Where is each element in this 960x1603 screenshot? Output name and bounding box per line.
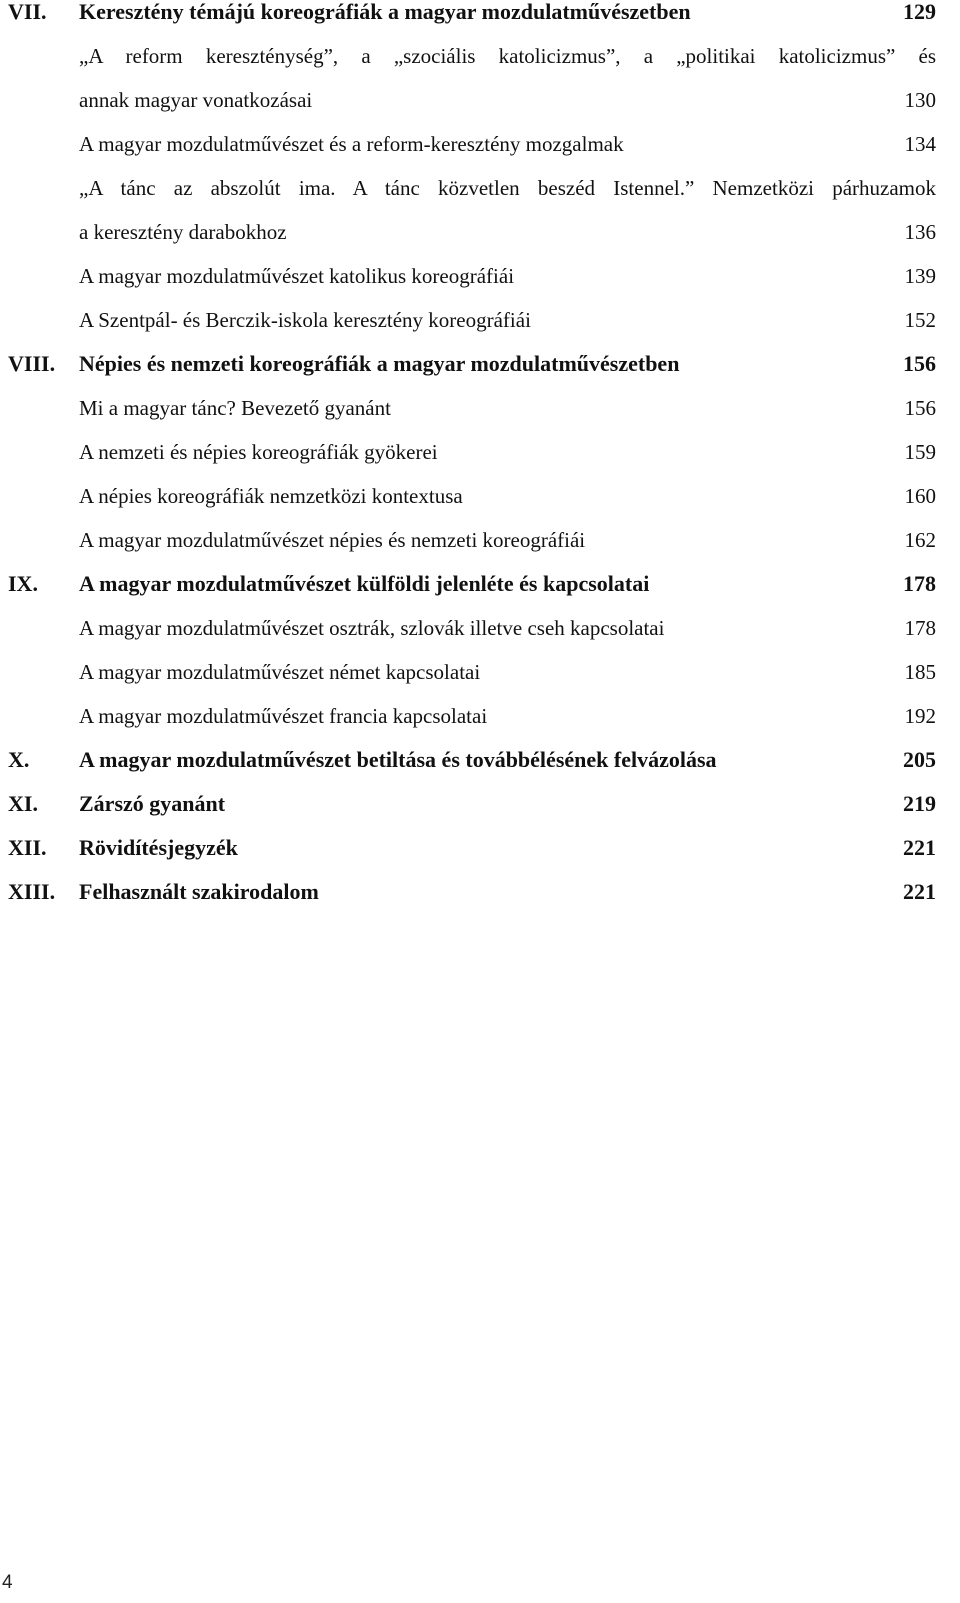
chapter-title: Felhasznált szakirodalom [79, 879, 319, 904]
section-page: 134 [904, 132, 936, 156]
toc-chapter-row [8, 572, 936, 616]
toc-section-line [8, 44, 936, 88]
section-title: A magyar mozdulatművészet német kapcsolatai [79, 660, 481, 684]
section-page: 192 [904, 704, 936, 728]
chapter-number: XI. [8, 791, 38, 816]
chapter-page: 221 [903, 879, 936, 904]
section-title: A magyar mozdulatművészet osztrák, szlovák illetve cseh kapcsolatai [79, 616, 665, 640]
chapter-page: 156 [903, 351, 936, 376]
toc-chapter-row [8, 352, 936, 396]
chapter-number: XIII. [8, 879, 56, 904]
section-page: 156 [904, 396, 936, 420]
section-title: annak magyar vonatkozásai [79, 88, 313, 112]
chapter-title: Zárszó gyanánt [79, 791, 226, 816]
toc-section-line [8, 616, 936, 660]
section-page: 185 [904, 660, 936, 684]
chapter-title: Keresztény témájú koreográfiák a magyar mozdulatművészetben [79, 0, 691, 24]
toc-chapter-row [8, 836, 936, 880]
section-page: 136 [904, 220, 936, 244]
section-page: 130 [904, 88, 936, 112]
toc-section-line [8, 220, 936, 264]
chapter-number: VII. [8, 0, 47, 24]
section-page: 139 [904, 264, 936, 288]
chapter-title: Népies és nemzeti koreográfiák a magyar mozdulatművészetben [79, 351, 680, 376]
chapter-title: Rövidítésjegyzék [79, 835, 238, 860]
chapter-title: A magyar mozdulatművészet külföldi jelenléte és kapcsolatai [79, 571, 650, 596]
section-title: Mi a magyar tánc? Bevezető gyanánt [79, 396, 391, 420]
section-page: 159 [904, 440, 936, 464]
section-page: 160 [904, 484, 936, 508]
toc-chapter-row [8, 748, 936, 792]
section-title: A nemzeti és népies koreográfiák gyökerei [79, 440, 438, 464]
toc-section-line [8, 484, 936, 528]
section-page: 178 [904, 616, 936, 640]
toc-section-line [8, 528, 936, 572]
section-title: A magyar mozdulatművészet népies és nemzeti koreográfiái [79, 528, 586, 552]
chapter-number: IX. [8, 571, 38, 596]
section-page: 152 [904, 308, 936, 332]
section-title: A magyar mozdulatművészet és a reform-keresztény mozgalmak [79, 132, 624, 156]
toc-section-line [8, 660, 936, 704]
chapter-page: 219 [903, 791, 936, 816]
toc-section-line [8, 264, 936, 308]
section-page: 162 [904, 528, 936, 552]
chapter-number: VIII. [8, 351, 56, 376]
section-title: „A reform kereszténység”, a „szociális katolicizmus”, a „politikai katolicizmus” és [79, 44, 936, 68]
section-title: A magyar mozdulatművészet francia kapcsolatai [79, 704, 488, 728]
chapter-page: 178 [903, 571, 936, 596]
toc-chapter-row [8, 792, 936, 836]
section-title: A Szentpál- és Berczik-iskola keresztény koreográfiái [79, 308, 531, 332]
chapter-page: 221 [903, 835, 936, 860]
chapter-title: A magyar mozdulatművészet betiltása és továbbélésének felvázolása [79, 747, 717, 772]
toc-section-line [8, 132, 936, 176]
section-title: a keresztény darabokhoz [79, 220, 287, 244]
toc-section-line [8, 176, 936, 220]
chapter-number: XII. [8, 835, 47, 860]
chapter-number: X. [8, 747, 30, 772]
toc-section-line [8, 440, 936, 484]
toc-chapter-row [8, 880, 936, 924]
toc-section-line [8, 396, 936, 440]
chapter-page: 205 [903, 747, 936, 772]
toc-section-line [8, 308, 936, 352]
toc-section-line [8, 88, 936, 132]
page-number: 4 [2, 1572, 13, 1593]
section-title: A magyar mozdulatművészet katolikus koreográfiái [79, 264, 515, 288]
toc-chapter-row [8, 0, 936, 44]
section-title: „A tánc az abszolút ima. A tánc közvetlen beszéd Istennel.” Nemzetközi párhuzamok [79, 176, 936, 200]
section-title: A népies koreográfiák nemzetközi kontextusa [79, 484, 463, 508]
chapter-page: 129 [903, 0, 936, 24]
toc-section-line [8, 704, 936, 748]
